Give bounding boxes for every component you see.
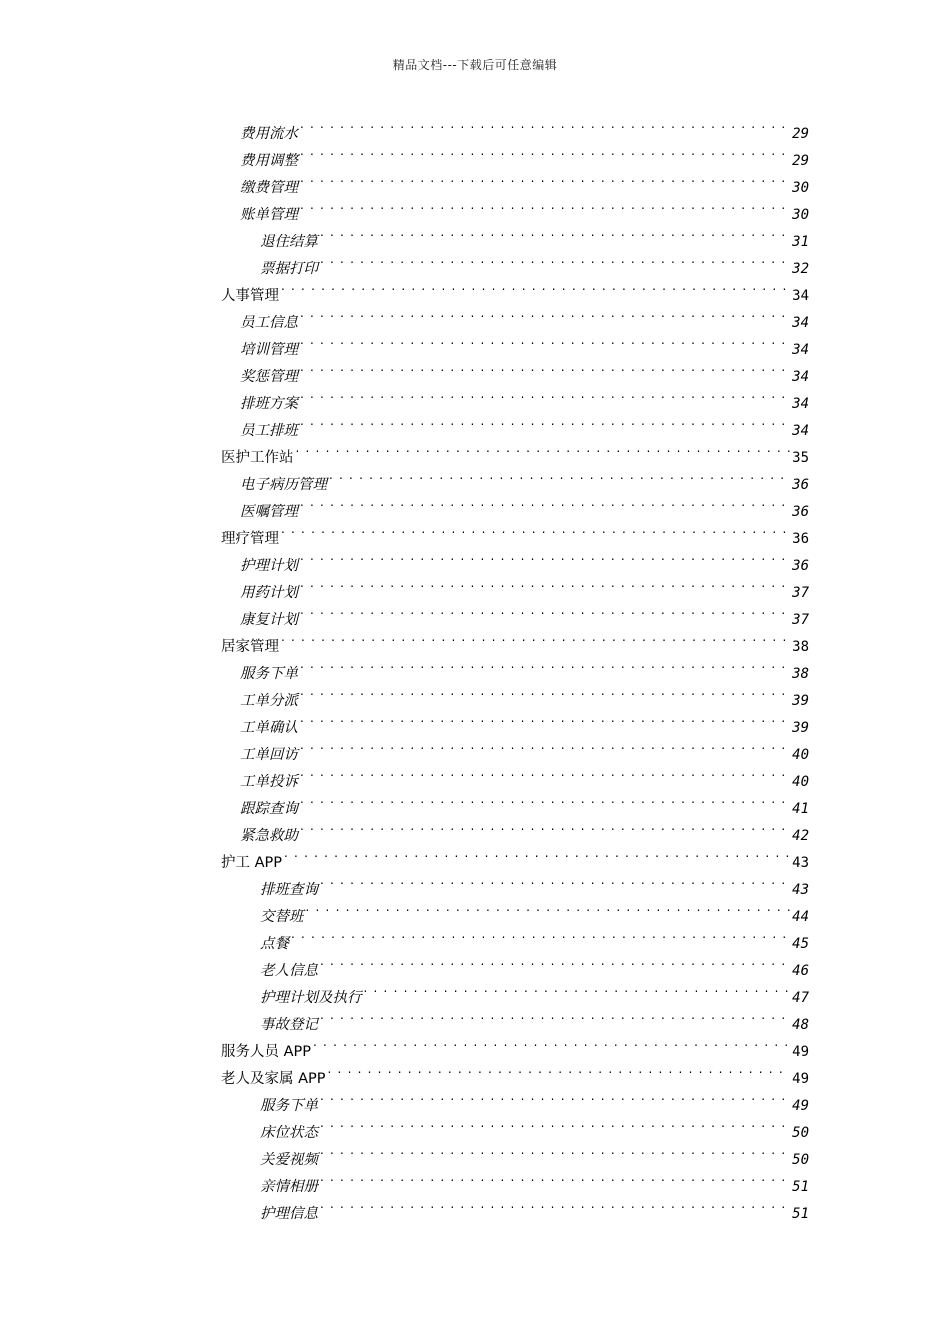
toc-entry-page-number: 34 [792, 369, 809, 385]
toc-entry-title: 人事管理 [221, 288, 279, 304]
toc-entry-page-number: 36 [792, 504, 809, 520]
toc-entry-page-number: 41 [792, 801, 809, 817]
toc-dot-leader [313, 1029, 790, 1056]
toc-entry-page-number: 29 [792, 153, 809, 169]
toc-entry-title: 护理计划及执行 [260, 990, 362, 1006]
toc-entry-title: 票据打印 [260, 261, 318, 277]
toc-entry[interactable] [221, 354, 809, 385]
toc-entry-title: 培训管理 [240, 342, 298, 358]
toc-entry-page-number: 43 [792, 882, 809, 898]
toc-entry-title: 工单分派 [240, 693, 298, 709]
toc-entry-title: 点餐 [260, 936, 289, 952]
toc-entry-title: 电子病历管理 [240, 477, 327, 493]
toc-entry-page-number: 34 [792, 315, 809, 331]
toc-entry-page-number: 38 [792, 666, 809, 682]
toc-entry-title: 护理计划 [240, 558, 298, 574]
toc-entry-title: 护工 APP [221, 855, 283, 871]
toc-entry-title: 服务人员 APP [221, 1044, 312, 1060]
toc-entry-title: 居家管理 [221, 639, 279, 655]
toc-dot-leader [300, 813, 790, 840]
toc-entry-title: 员工排班 [240, 423, 298, 439]
toc-dot-leader [300, 543, 790, 570]
toc-entry[interactable] [221, 948, 809, 979]
toc-entry-page-number: 35 [792, 450, 809, 466]
toc-entry-page-number: 43 [792, 855, 809, 871]
toc-dot-leader [320, 1083, 790, 1110]
toc-entry-title: 事故登记 [260, 1017, 318, 1033]
toc-entry-title: 紧急救助 [240, 828, 298, 844]
toc-dot-leader [300, 165, 790, 192]
toc-entry-page-number: 44 [792, 909, 809, 925]
toc-entry-page-number: 37 [792, 612, 809, 628]
toc-entry-title: 康复计划 [240, 612, 298, 628]
toc-entry-page-number: 34 [792, 423, 809, 439]
toc-entry-page-number: 39 [792, 720, 809, 736]
toc-entry-page-number: 46 [792, 963, 809, 979]
toc-entry-page-number: 34 [792, 288, 809, 304]
toc-entry-title: 员工信息 [240, 315, 298, 331]
table-of-contents [221, 111, 809, 1222]
toc-dot-leader [300, 354, 790, 381]
toc-entry-title: 老人信息 [260, 963, 318, 979]
toc-dot-leader [300, 759, 790, 786]
toc-entry-page-number: 49 [792, 1098, 809, 1114]
toc-dot-leader [320, 219, 790, 246]
toc-entry-page-number: 51 [792, 1206, 809, 1222]
toc-dot-leader [320, 948, 790, 975]
toc-entry-page-number: 40 [792, 774, 809, 790]
toc-entry-title: 护理信息 [260, 1206, 318, 1222]
toc-entry-page-number: 45 [792, 936, 809, 952]
toc-entry[interactable] [221, 570, 809, 601]
toc-entry[interactable] [221, 759, 809, 790]
toc-entry-page-number: 37 [792, 585, 809, 601]
toc-dot-leader [328, 1056, 791, 1083]
toc-entry-title: 交替班 [260, 909, 304, 925]
toc-dot-leader [300, 192, 790, 219]
toc-entry-page-number: 47 [792, 990, 809, 1006]
toc-entry-page-number: 32 [792, 261, 809, 277]
toc-dot-leader [300, 327, 790, 354]
toc-entry-page-number: 30 [792, 207, 809, 223]
toc-entry[interactable] [221, 381, 809, 412]
toc-entry[interactable] [221, 165, 809, 196]
toc-entry[interactable] [221, 462, 809, 493]
toc-entry-title: 老人及家属 APP [221, 1071, 326, 1087]
toc-entry-page-number: 30 [792, 180, 809, 196]
toc-entry-title: 床位状态 [260, 1125, 318, 1141]
toc-entry-title: 账单管理 [240, 207, 298, 223]
toc-entry-title: 退住结算 [260, 234, 318, 250]
toc-entry-page-number: 38 [792, 639, 809, 655]
toc-entry-title: 医护工作站 [221, 450, 294, 466]
toc-dot-leader [300, 138, 790, 165]
toc-dot-leader [291, 921, 790, 948]
toc-dot-leader [281, 273, 790, 300]
toc-dot-leader [300, 111, 790, 138]
toc-entry-page-number: 36 [792, 558, 809, 574]
toc-dot-leader [300, 381, 790, 408]
toc-entry-title: 排班查询 [260, 882, 318, 898]
toc-entry-title: 工单投诉 [240, 774, 298, 790]
toc-dot-leader [364, 975, 791, 1002]
toc-dot-leader [281, 624, 790, 651]
toc-entry-page-number: 34 [792, 342, 809, 358]
toc-dot-leader [306, 894, 791, 921]
toc-entry[interactable] [221, 624, 809, 655]
toc-entry[interactable] [221, 705, 809, 736]
toc-dot-leader [300, 732, 790, 759]
toc-entry[interactable] [221, 651, 809, 682]
toc-entry-page-number: 50 [792, 1125, 809, 1141]
toc-dot-leader [320, 1110, 790, 1137]
toc-entry-title: 费用流水 [240, 126, 298, 142]
toc-entry-page-number: 51 [792, 1179, 809, 1195]
toc-dot-leader [296, 435, 791, 462]
toc-entry-title: 医嘱管理 [240, 504, 298, 520]
toc-entry[interactable] [221, 219, 809, 250]
toc-entry-page-number: 40 [792, 747, 809, 763]
toc-entry-page-number: 49 [792, 1071, 809, 1087]
toc-dot-leader [329, 462, 790, 489]
toc-entry-page-number: 48 [792, 1017, 809, 1033]
toc-entry[interactable] [221, 894, 809, 925]
toc-entry[interactable] [221, 840, 809, 871]
toc-entry[interactable] [221, 786, 809, 817]
toc-entry[interactable] [221, 435, 809, 466]
toc-entry-title: 跟踪查询 [240, 801, 298, 817]
toc-entry-page-number: 31 [792, 234, 809, 250]
toc-entry[interactable] [221, 327, 809, 358]
toc-entry[interactable] [221, 921, 809, 952]
toc-entry-title: 工单确认 [240, 720, 298, 736]
toc-entry[interactable] [221, 543, 809, 574]
toc-entry[interactable] [221, 732, 809, 763]
toc-dot-leader [320, 1137, 790, 1164]
toc-dot-leader [284, 840, 790, 867]
toc-entry-title: 服务下单 [240, 666, 298, 682]
toc-entry[interactable] [221, 192, 809, 223]
toc-entry[interactable] [221, 867, 809, 898]
toc-entry-title: 奖惩管理 [240, 369, 298, 385]
toc-entry-title: 服务下单 [260, 1098, 318, 1114]
toc-entry[interactable] [221, 597, 809, 628]
toc-entry[interactable] [221, 813, 809, 844]
toc-dot-leader [300, 705, 790, 732]
page-header: 精品文档---下载后可任意编辑 [392, 58, 558, 72]
toc-entry[interactable] [221, 111, 809, 142]
toc-entry[interactable] [221, 300, 809, 331]
toc-dot-leader [300, 489, 790, 516]
toc-entry-page-number: 34 [792, 396, 809, 412]
toc-entry-title: 亲情相册 [260, 1179, 318, 1195]
toc-entry[interactable] [221, 678, 809, 709]
toc-entry-title: 理疗管理 [221, 531, 279, 547]
toc-entry-title: 关爱视频 [260, 1152, 318, 1168]
toc-entry[interactable] [221, 408, 809, 439]
toc-entry-title: 用药计划 [240, 585, 298, 601]
toc-entry-page-number: 36 [792, 531, 809, 547]
toc-entry-title: 排班方案 [240, 396, 298, 412]
toc-dot-leader [281, 516, 790, 543]
toc-entry-title: 工单回访 [240, 747, 298, 763]
toc-entry[interactable] [221, 516, 809, 547]
toc-dot-leader [300, 651, 790, 678]
toc-dot-leader [320, 867, 790, 894]
toc-entry-page-number: 36 [792, 477, 809, 493]
toc-dot-leader [320, 1191, 790, 1218]
toc-entry-page-number: 42 [792, 828, 809, 844]
toc-entry-title: 缴费管理 [240, 180, 298, 196]
toc-entry-page-number: 50 [792, 1152, 809, 1168]
toc-entry[interactable] [221, 273, 809, 304]
toc-entry[interactable] [221, 489, 809, 520]
toc-dot-leader [300, 597, 790, 624]
toc-dot-leader [300, 408, 790, 435]
toc-entry-title: 费用调整 [240, 153, 298, 169]
toc-dot-leader [320, 1002, 790, 1029]
toc-dot-leader [300, 786, 790, 813]
toc-dot-leader [320, 246, 790, 273]
toc-entry-page-number: 49 [792, 1044, 809, 1060]
toc-dot-leader [300, 678, 790, 705]
toc-dot-leader [300, 300, 790, 327]
toc-entry-page-number: 39 [792, 693, 809, 709]
toc-entry-page-number: 29 [792, 126, 809, 142]
toc-dot-leader [320, 1164, 790, 1191]
toc-entry[interactable] [221, 138, 809, 169]
toc-dot-leader [300, 570, 790, 597]
